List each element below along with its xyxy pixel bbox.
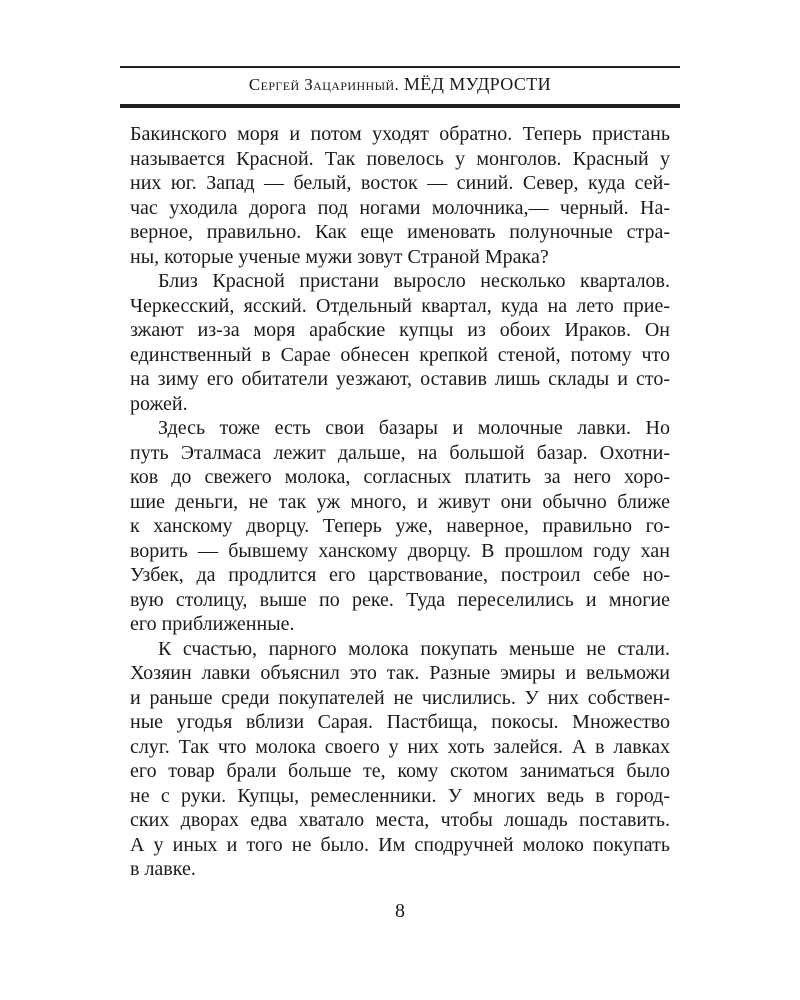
text-line: к ханскому дворцу. Теперь уже, наверное, правильно го- bbox=[130, 515, 670, 537]
text-line: ворить — бывшему ханскому дворцу. В прошлом году хан bbox=[130, 539, 670, 562]
text-line: А у иных и того не было. Им сподручней молоко покупать bbox=[130, 833, 670, 856]
text-line: Хозяин лавки объяснил это так. Разные эмиры и вельможи bbox=[130, 662, 670, 684]
text-line: в лавке. bbox=[130, 858, 196, 880]
text-line: ны, которые ученые мужи зовут Страной Мрака? bbox=[130, 245, 549, 268]
text-line: ков до свежего молока, согласных платить за него хоро- bbox=[130, 466, 670, 488]
text-line: Узбек, да продлится его царствование, построил себе но- bbox=[130, 564, 670, 586]
text-line: Близ Красной пристани выросло несколько кварталов. bbox=[158, 270, 670, 292]
text-line: К счастью, парного молока покупать меньше не стали. bbox=[158, 637, 670, 660]
text-line: верное, правильно. Как еще именовать полуночные стра- bbox=[130, 221, 670, 243]
running-head bbox=[120, 74, 680, 95]
running-head-author: Сергей Зацаринный. bbox=[248, 75, 400, 94]
text-line: ные угодья вблизи Сарая. Пастбища, покосы. Множество bbox=[130, 711, 670, 733]
page-number: 8 bbox=[395, 900, 405, 922]
text-line: них юг. Запад — белый, восток — синий. Север, куда сей- bbox=[130, 172, 670, 194]
text-line: ских дворах едва хватало места, чтобы лошадь поставить. bbox=[130, 809, 670, 831]
text-line: Бакинского моря и потом уходят обратно. Теперь пристань bbox=[130, 123, 670, 145]
running-head-title: МЁД МУДРОСТИ bbox=[403, 74, 552, 94]
text-line: Черкесский, ясский. Отдельный квартал, куда на лето прие- bbox=[130, 294, 670, 317]
text-line: вую столицу, выше по реке. Туда переселились и многие bbox=[130, 588, 670, 611]
text-line: не с руки. Купцы, ремесленники. У многих ведь в город- bbox=[130, 784, 670, 807]
header-rule-top bbox=[120, 66, 680, 68]
text-line: Здесь тоже есть свои базары и молочные лавки. Но bbox=[158, 417, 670, 439]
text-line: его товар брали больше те, кому скотом заниматься было bbox=[130, 760, 670, 782]
text-line: его приближенные. bbox=[130, 613, 295, 635]
header-rule-bottom bbox=[120, 104, 680, 108]
text-line: рожей. bbox=[130, 392, 188, 415]
text-line: шие деньги, не так уж много, и живут они обычно ближе bbox=[130, 490, 670, 513]
text-line: зжают из-за моря арабские купцы из обоих Ираков. Он bbox=[130, 319, 670, 341]
text-line: путь Эталмаса лежит дальше, на большой базар. Охотни- bbox=[130, 441, 670, 464]
text-line: на зиму его обитатели уезжают, оставив лишь склады и сто- bbox=[130, 368, 670, 390]
text-line: час уходила дорога под ногами молочника,— черный. На- bbox=[130, 196, 670, 219]
text-line: и раньше среди покупателей не числились. У них собствен- bbox=[130, 686, 670, 709]
text-line: называется Красной. Так повелось у монголов. Красный у bbox=[130, 147, 670, 170]
text-line: слуг. Так что молока своего у них хоть залейся. А в лавках bbox=[130, 735, 670, 758]
text-line: единственный в Сарае обнесен крепкой стеной, потому что bbox=[130, 343, 670, 366]
body-text bbox=[130, 122, 670, 882]
